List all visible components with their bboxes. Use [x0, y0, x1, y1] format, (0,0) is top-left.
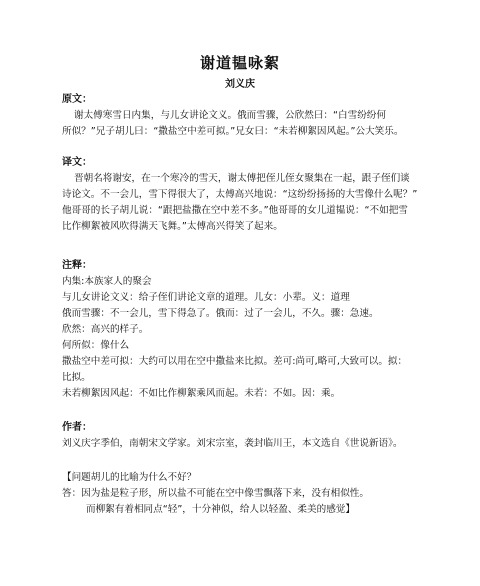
- original-line: 谢太傅寒雪日内集，与儿女讲论文义。俄而雪骤，公欣然曰：“白雪纷纷何: [74, 110, 386, 121]
- answer-line: 答：因为盐是粒子形，所以盐不可能在空中像雪飘落下来，没有相似性。: [62, 488, 369, 499]
- author-name: 刘义庆: [225, 79, 255, 90]
- translation-section: [62, 155, 437, 235]
- translation-line: 晋朝名将谢安，在一个寒冷的雪天，谢太傅把侄儿侄女聚集在一起，跟子侄们谈: [74, 173, 410, 184]
- note-line: 俄而雪骤：不一会儿，雪下得急了。俄而：过了一会儿，不久。骤：急速。: [62, 308, 379, 319]
- translation-line: 他哥哥的长子胡儿说：“跟把盐撒在空中差不多。”他哥哥的女儿道韫说：“不如把雪: [62, 205, 408, 216]
- original-section: [62, 92, 437, 140]
- notes-section: [62, 258, 437, 402]
- notes-heading: 注释：: [62, 260, 92, 271]
- translation-line: 诗论文。不一会儿，雪下得很大了，太傅高兴地说：“这纷纷扬扬的大雪像什么呢？”: [62, 189, 418, 200]
- author-section: [62, 420, 437, 452]
- original-heading: 原文：: [62, 94, 92, 105]
- author-bio-line: 刘义庆字季伯，南朝宋文学家。刘宋宗室，袭封临川王，本文选自《世说新语》。: [62, 438, 403, 449]
- question-line: 【问题胡儿的比喻为什么不好？: [62, 472, 197, 483]
- note-line: 何所似：像什么: [62, 340, 130, 351]
- translation-line: 比作柳絮被风吹得满天飞舞。”太傅高兴得笑了起来。: [62, 221, 283, 232]
- note-line: 比拟。: [62, 372, 91, 383]
- page-title: 谢道韫咏絮: [199, 54, 280, 72]
- note-line: 未若柳絮因风起：不如比作柳絮乘风而起。未若：不如。因：乘。: [62, 388, 341, 399]
- note-line: 撒盐空中差可拟：大约可以用在空中撒盐来比拟。差可:尚可,略可,大致可以。拟：: [62, 356, 408, 367]
- answer-line: 而柳絮有着相同点“轻”，十分神似，给人以轻盈、柔美的感觉】: [86, 504, 355, 515]
- original-line: 所似？”兄子胡儿曰：“撒盐空中差可拟。”兄女曰：“未若柳絮因风起。”公大笑乐。: [62, 126, 404, 137]
- author-heading: 作者：: [62, 422, 92, 433]
- note-line: 欣然：高兴的样子。: [62, 324, 149, 335]
- note-line: 与儿女讲论文义：给子侄们讲论文章的道理。儿女：小辈。义：道理: [62, 292, 350, 303]
- note-line: 内集:本族家人的聚会: [62, 276, 152, 287]
- question-section: [62, 470, 437, 518]
- translation-heading: 译文：: [62, 157, 92, 168]
